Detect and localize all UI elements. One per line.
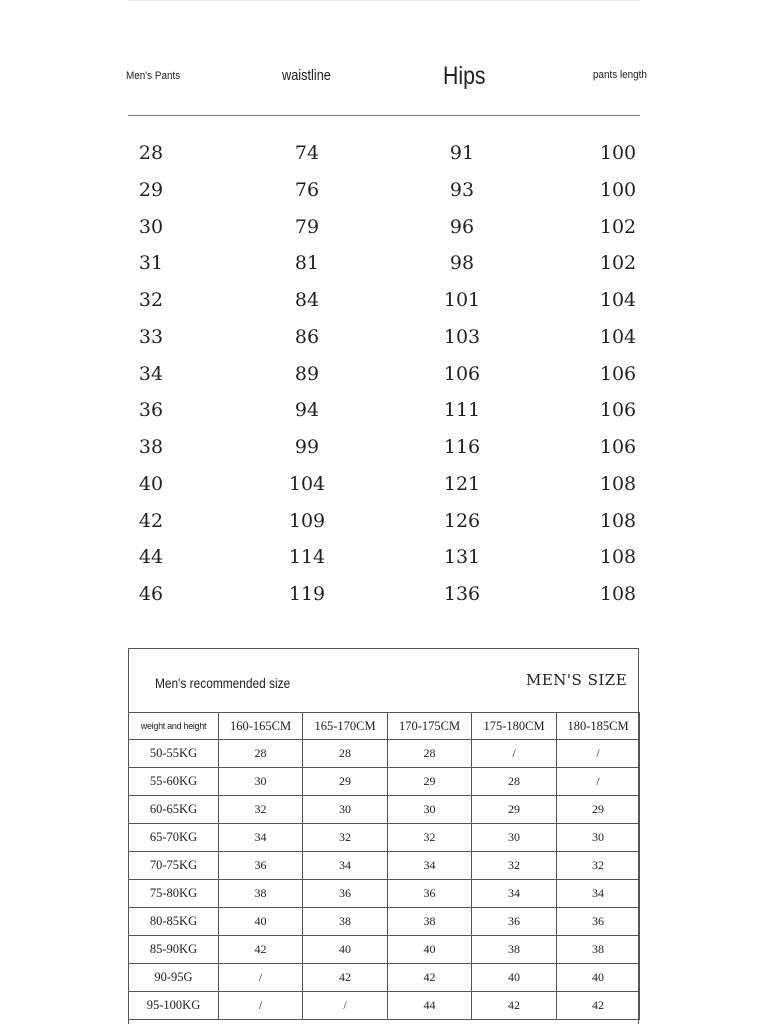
size-row [0,283,768,319]
waistline-value: 104 [288,472,326,495]
waistline-value: 81 [294,252,320,275]
waistline-value: 79 [294,215,320,238]
weight-label: 65-70KG [129,824,219,852]
hips-value: 98 [449,252,475,275]
waistline-value: 114 [288,546,326,569]
length-value: 100 [599,142,637,164]
recommended-size-cell: 28 [472,768,557,796]
mens-size-brand: MEN'S SIZE [526,671,628,689]
hips-value: 111 [443,399,481,422]
height-header: 160-165CM [219,713,303,740]
recommended-size-cell: 29 [388,768,472,796]
recommended-size-cell: / [303,992,388,1020]
height-header: 165-170CM [303,713,388,740]
recommended-size-cell: 34 [303,852,388,880]
size-value: 33 [138,325,164,348]
recommended-size-cell: 32 [388,824,472,852]
length-value: 104 [599,289,637,311]
recommended-size-cell: 28 [219,740,303,768]
header-waistline: waistline [282,67,331,84]
recommended-size-cell: 38 [303,908,388,936]
recommended-size-cell: 44 [388,992,472,1020]
recommended-size-cell: 36 [472,908,557,936]
length-value: 106 [599,399,637,422]
weight-row [129,824,640,852]
recommended-size-panel [128,648,639,1024]
size-value: 32 [138,289,164,311]
size-value: 46 [138,583,164,605]
hips-value: 96 [449,215,475,238]
weight-row [129,768,640,796]
top-divider [128,0,640,1]
size-value: 28 [138,142,164,164]
hips-value: 91 [449,142,475,164]
recommended-size-cell: 30 [303,796,388,824]
length-value: 108 [599,546,637,569]
height-header: 180-185CM [557,713,640,740]
hips-value: 103 [443,325,481,348]
size-row [0,430,768,466]
height-header-row [129,713,640,740]
recommended-size-cell: 40 [388,936,472,964]
hips-value: 106 [443,362,481,385]
recommended-size-cell: 29 [472,796,557,824]
recommended-size-cell: 32 [219,796,303,824]
weight-label: 60-65KG [129,796,219,824]
length-value: 102 [599,215,637,238]
recommended-size-cell: 30 [219,768,303,796]
size-value: 42 [138,509,164,532]
length-value: 106 [599,362,637,385]
recommended-size-cell: / [219,992,303,1020]
header-hips: Hips [443,62,486,90]
hips-value: 116 [443,436,481,458]
recommended-size-cell: 42 [219,936,303,964]
weight-label: 55-60KG [129,768,219,796]
waistline-value: 109 [288,509,326,532]
waistline-value: 74 [294,142,320,164]
header-mens-pants: Men's Pants [126,70,181,82]
size-row [0,577,768,613]
recommended-size-cell: 36 [388,880,472,908]
recommended-size-cell: 30 [388,796,472,824]
recommended-size-body [129,740,640,1020]
recommended-size-cell: / [219,964,303,992]
recommended-size-cell: 34 [388,852,472,880]
weight-label: 80-85KG [129,908,219,936]
size-value: 44 [138,546,164,569]
hips-value: 131 [443,546,481,569]
size-value: 31 [138,252,164,275]
recommended-size-cell: 38 [219,880,303,908]
recommended-size-cell: 42 [388,964,472,992]
length-value: 104 [599,325,637,348]
recommended-size-cell: 34 [472,880,557,908]
recommended-size-cell: 40 [472,964,557,992]
recommended-size-cell: / [557,740,640,768]
recommended-size-cell: 32 [557,852,640,880]
weight-row [129,796,640,824]
length-value: 100 [599,178,637,201]
waistline-value: 119 [288,583,326,605]
size-row [0,393,768,429]
recommended-size-cell: 42 [303,964,388,992]
weight-row [129,740,640,768]
size-row [0,504,768,540]
recommended-size-cell: 40 [303,936,388,964]
length-value: 102 [599,252,637,275]
weight-label: 95-100KG [129,992,219,1020]
header-pants-length: pants length [593,69,647,81]
size-row [0,173,768,209]
size-value: 38 [138,436,164,458]
recommended-size-cell: 42 [472,992,557,1020]
hips-value: 121 [443,472,481,495]
weight-height-corner: weight and height [129,713,219,740]
size-value: 34 [138,362,164,385]
recommended-size-cell: 36 [219,852,303,880]
length-value: 108 [599,583,637,605]
length-value: 108 [599,472,637,495]
waistline-value: 99 [294,436,320,458]
recommended-size-cell: 36 [557,908,640,936]
recommended-size-cell: 32 [472,852,557,880]
recommended-size-cell: 42 [557,992,640,1020]
weight-label: 75-80KG [129,880,219,908]
recommended-size-cell: 38 [557,936,640,964]
waistline-value: 94 [294,399,320,422]
recommended-size-cell: / [557,768,640,796]
recommended-size-cell: 40 [557,964,640,992]
recommended-size-cell: 40 [219,908,303,936]
size-row [0,320,768,356]
size-row [0,357,768,393]
recommended-size-cell: 36 [303,880,388,908]
recommended-size-cell: 34 [219,824,303,852]
hips-value: 101 [443,289,481,311]
waistline-value: 86 [294,325,320,348]
weight-row [129,936,640,964]
recommended-size-cell: 30 [557,824,640,852]
recommended-size-cell: 30 [472,824,557,852]
weight-label: 90-95G [129,964,219,992]
weight-label: 70-75KG [129,852,219,880]
height-header: 175-180CM [472,713,557,740]
height-header: 170-175CM [388,713,472,740]
size-value: 40 [138,472,164,495]
size-value: 30 [138,215,164,238]
size-row [0,210,768,246]
header-divider [128,115,640,116]
recommended-size-table [128,712,640,1020]
length-value: 106 [599,436,637,458]
hips-value: 126 [443,509,481,532]
weight-row [129,964,640,992]
size-row [0,467,768,503]
hips-value: 136 [443,583,481,605]
recommended-size-cell: 29 [557,796,640,824]
length-value: 108 [599,509,637,532]
recommended-size-cell: / [472,740,557,768]
hips-value: 93 [449,178,475,201]
recommended-size-cell: 28 [303,740,388,768]
weight-row [129,880,640,908]
waistline-value: 89 [294,362,320,385]
recommended-size-cell: 29 [303,768,388,796]
weight-row [129,852,640,880]
recommended-size-title: Men's recommended size [155,675,291,691]
weight-row [129,908,640,936]
waistline-value: 84 [294,289,320,311]
weight-label: 50-55KG [129,740,219,768]
weight-row [129,992,640,1020]
size-value: 29 [138,178,164,201]
weight-label: 85-90KG [129,936,219,964]
size-row [0,136,768,172]
recommended-size-cell: 38 [388,908,472,936]
size-row [0,246,768,282]
recommended-size-cell: 32 [303,824,388,852]
size-value: 36 [138,399,164,422]
recommended-size-cell: 28 [388,740,472,768]
waistline-value: 76 [294,178,320,201]
recommended-size-cell: 38 [472,936,557,964]
size-row [0,540,768,576]
recommended-size-cell: 34 [557,880,640,908]
